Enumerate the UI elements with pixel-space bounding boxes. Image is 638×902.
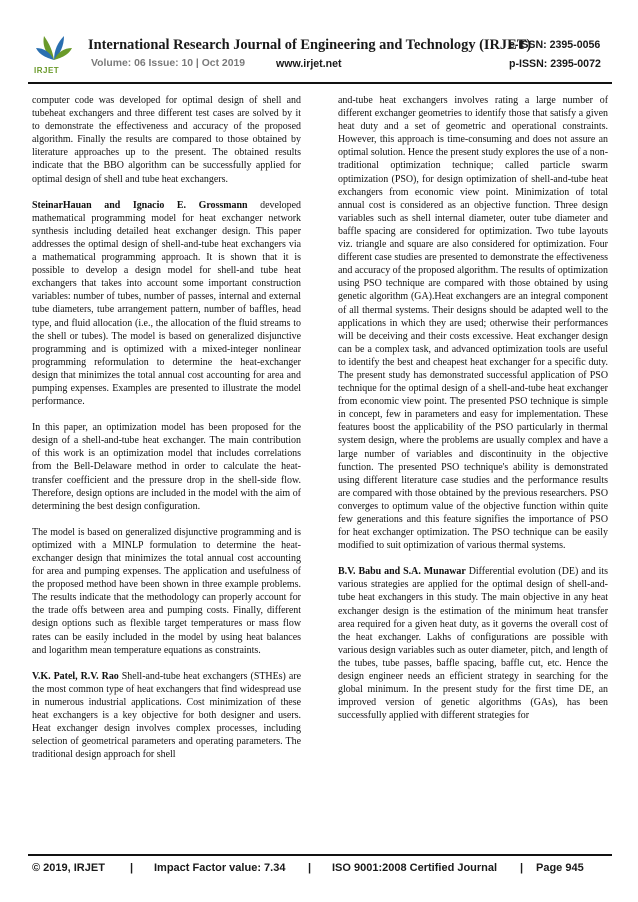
header-divider <box>28 82 612 84</box>
paragraph: In this paper, an optimization model has been proposed for the design of a shell-and-tube heat exchanger. The main contribution of this work is an optimization model that includes correlations from the Bell-Delaware method in order to calculate the heat-transfer coefficient and the pressure drop in the shell-side flow. Therefore, design options are included in the model with the aim of determining the best design configuration. <box>32 422 301 512</box>
e-issn: e-ISSN: 2395-0056 <box>509 39 601 51</box>
right-column <box>338 94 608 722</box>
p-issn: p-ISSN: 2395-0072 <box>509 58 601 70</box>
left-column <box>32 94 301 761</box>
iso-certification: ISO 9001:2008 Certified Journal <box>332 862 498 874</box>
impact-factor: Impact Factor value: 7.34 <box>154 862 286 874</box>
author-names: B.V. Babu and S.A. Munawar <box>338 566 466 578</box>
page-header <box>0 0 638 84</box>
page-number: Page 945 <box>536 862 584 874</box>
paragraph <box>32 670 301 762</box>
paragraph <box>338 565 608 722</box>
journal-website: www.irjet.net <box>276 58 342 70</box>
paragraph: The model is based on generalized disjunctive programming and is optimized with a MINLP formulation to determine the heat-exchanger design that minimizes the total annual cost accounting for area and pumping expenses. The application and usefulness of the proposed method have been shown in three example problems. The results indicate that the methodology can properly account for the trade offs between area and pumping costs. Finally, different design options such as flexible target temperatures or mass flow rates can be easily included in the model by using heat balances and logarithm mean temperature equations as constraints. <box>32 526 301 656</box>
footer-separator: | <box>520 862 524 874</box>
paragraph: and-tube heat exchangers involves rating a large number of different exchanger geometries to identify those that satisfy a given heat duty and a set of geometric and operational constraints. However, this approach is time-consuming and does not assure an optimal solution. Hence the present study explores the use of a non-traditional optimization technique; called particle swarm optimization (PSO), for design optimization of shell-and-tube heat exchangers from economic view point. Minimization of total annual cost is considered as an objective function. Three design variables such as shell internal diameter, outer tube diameter and baffle spacing are considered for optimization. Two tube layouts viz. triangle and square are also considered for optimization. Four different case studies are presented to demonstrate the effectiveness and accuracy of the proposed algorithm. The results of optimization using PSO technique are compared with those obtained by using genetic algorithm (GA).Heat exchangers are an integral component of all thermal systems. Their designs should be adapted well to the applications in which they are used; otherwise their performances will be deceiving and their costs excessive. Heat exchanger design can be a complex task, and advanced optimization tools are useful to identify the best and cheapest heat exchanger for a specific duty. The present study has demonstrated successful application of PSO technique for the optimal design of a shell-and-tube heat exchanger from economic view point. The presented PSO technique is simple in concept, few in parameters and easy for implementation. These features boost the applicability of the PSO particularly in thermal system design, where the problems are usually complex and have a large number of variables and discontinuity in the objective function. The presented PSO technique's ability is demonstrated using different literature case studies and the performance results are compared with those obtained by the previous researchers. PSO converges to optimum value of the objective function within quite few generations and this feature signifies the importance of PSO for heat exchanger optimization. The PSO technique can be easily modified to suit optimization of various thermal systems. <box>338 95 608 552</box>
paragraph-text: developed mathematical programming model for heat exchanger network synthesis including detailed heat exchanger design. This paper addresses the optimal design of shell-and-tube heat exchangers via a mathematical programming approach. It is shown that it is possible to develop a design model for shell-and tube heat exchangers that takes into account some important construction variables: number of tubes, number of passes, internal and external tube diameters, tube arrangement pattern, number of baffles, head type, and fluid allocation (i.e., the allocation of the fluid streams to the shell or tubes). The model is based on generalized disjunctive programming and is optimized with a mixed-integer nonlinear programming reformulation to determine the heat-exchanger design that minimizes the total annual cost accounting for area and pumping expenses. Examples are presented to illustrate the model performance. <box>32 199 301 408</box>
footer-separator: | <box>308 862 312 874</box>
journal-title: International Research Journal of Engineering and Technology (IRJET) <box>88 37 532 53</box>
author-names: SteinarHauan and Ignacio E. Grossmann <box>32 199 248 211</box>
paragraph-text: Shell-and-tube heat exchangers (STHEs) are the most common type of heat exchangers that find widespread use in numerous industrial applications. Cost minimization of these heat exchangers is a key objective for both designer and users. Heat exchanger design involves complex processes, including selection of geometrical parameters and operating parameters. The traditional design approach for shell <box>32 670 301 761</box>
volume-issue: Volume: 06 Issue: 10 | Oct 2019 <box>91 58 246 69</box>
footer-separator: | <box>130 862 134 874</box>
paragraph-text: Differential evolution (DE) and its various strategies are applied for the optimal design of shell-and-tube heat exchangers in this study. The main objective in any heat exchanger design is the estimation of the minimum heat transfer area required for a given heat duty, as it governs the overall cost of the heat exchanger. Lakhs of configurations are possible with various design variables such as outer diameter, pitch, and length of the tubes, tube passes, baffle spacing, baffle cut, etc. Hence the design engineer needs an efficient strategy in searching for the global minimum. In the present study for the first time DE, an improved version of genetic algorithms (GAs), has been successfully applied with different strategies for <box>338 566 608 722</box>
copyright: © 2019, IRJET <box>32 862 105 874</box>
paragraph <box>32 199 301 409</box>
paragraph: computer code was developed for optimal design of shell and tubeheat exchangers and three different test cases are solved by it to demonstrate the effectiveness and accuracy of the proposed algorithm. Finally the results are compared to those obtained by literature approaches up to the present. The obtained results indicate that the BBO algorithm can be successfully applied for optimal design of shell and tube heat exchangers. <box>32 95 301 185</box>
logo-text: IRJET <box>34 66 60 75</box>
author-names: V.K. Patel, R.V. Rao <box>32 670 119 682</box>
footer-divider <box>28 854 612 856</box>
